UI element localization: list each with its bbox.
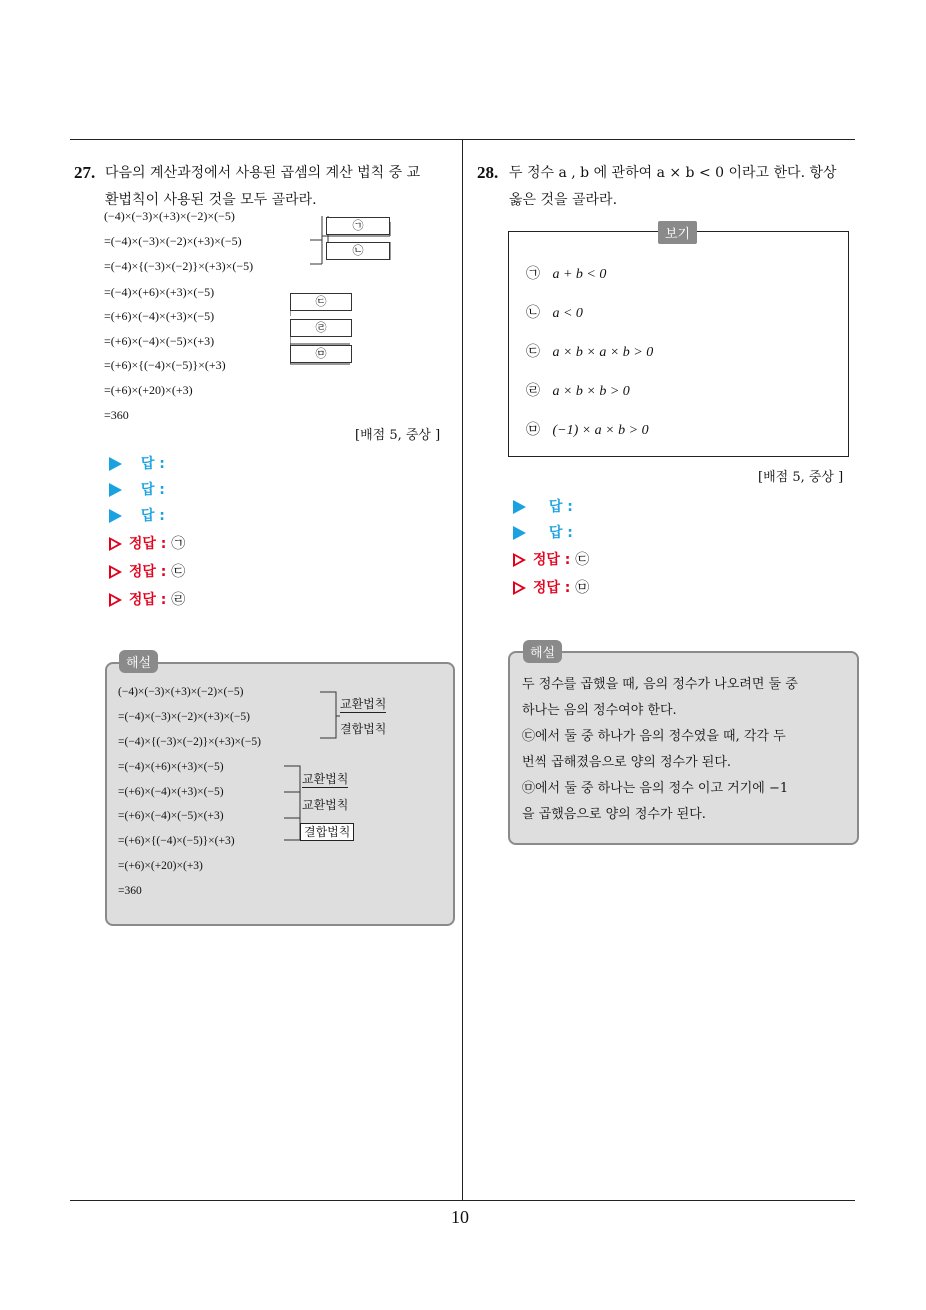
q27-expl-step-0: (−4)×(−3)×(+3)×(−2)×(−5) [118,686,244,698]
q27-law-4: 교환법칙 [302,798,349,812]
q27-step-1: =(−4)×(−3)×(−2)×(+3)×(−5) [104,234,242,248]
correct-label: 정답 : [128,536,167,552]
answer-label: 답 : [140,482,165,498]
label-2: ㉡ [352,244,364,257]
correct-label: 정답 : [532,580,571,596]
q27-correct-row-1 [109,533,185,553]
q28-expl-line-1: 두 정수를 곱했을 때, 음의 정수가 나오려면 둘 중 [522,677,798,692]
q28-expl-line-3: ㉢에서 둘 중 하나가 음의 정수였을 때, 각각 두 [522,729,786,744]
q27-answer-row-2[interactable] [109,479,165,499]
answer-label: 답 : [140,508,165,524]
answer-label: 답 : [140,456,165,472]
q28-explanation-tag: 해설 [523,640,562,663]
play-triangle-icon [513,526,526,540]
q28-option-5 [526,419,649,439]
q27-text-line1: 다음의 계산과정에서 사용된 곱셈의 계산 법칙 중 교 [105,165,421,181]
q27-step-3: =(−4)×(+6)×(+3)×(−5) [104,285,215,299]
q27-expl-step-6: =(+6)×{(−4)×(−5)}×(+3) [118,835,235,847]
q27-law-5: 결합법칙 [300,823,354,841]
q27-blank-4 [290,319,352,337]
q27-blank-3 [290,293,352,311]
option-label: ㉢ [526,344,540,360]
q28-option-3 [526,341,653,361]
answer-label: 답 : [548,525,573,541]
option-label: ㉡ [526,305,540,321]
q27-number: 27. [74,163,96,182]
q28-expl-line-6: 을 곱했음으로 양의 정수가 된다. [522,807,706,822]
q28-answer-row-1[interactable] [513,496,573,516]
q28-expl-line-5: ㉤에서 둘 중 하나는 음의 정수 이고 거기에 −1 [522,781,789,796]
correct-label: 정답 : [532,552,571,568]
q27-step-8: =360 [104,408,129,422]
q27-step-4: =(+6)×(−4)×(+3)×(−5) [104,309,215,323]
correct-label: 정답 : [128,564,167,580]
q27-step-2: =(−4)×{(−3)×(−2)}×(+3)×(−5) [104,259,254,273]
q27-expl-step-4: =(+6)×(−4)×(+3)×(−5) [118,786,224,798]
label-3: ㉢ [315,295,327,308]
q27-score: [배점 5, 중상 ] [355,428,441,443]
q27-step-7: =(+6)×(+20)×(+3) [104,383,193,397]
correct-value: ㉤ [575,580,590,596]
option-label: ㉠ [526,266,540,282]
q28-score: [배점 5, 중상 ] [758,470,844,485]
outline-triangle-icon [513,581,526,595]
q27-expl-step-8: =360 [118,885,142,897]
correct-value: ㉢ [575,552,590,568]
q27-expl-step-2: =(−4)×{(−3)×(−2)}×(+3)×(−5) [118,736,261,748]
q27-expl-step-1: =(−4)×(−3)×(−2)×(+3)×(−5) [118,711,250,723]
option-expr: (−1) × a × b > 0 [552,423,649,438]
q27-step-6: =(+6)×{(−4)×(−5)}×(+3) [104,358,226,372]
q28-number: 28. [477,163,499,182]
column-divider [462,139,463,1201]
q27-expl-step-5: =(+6)×(−4)×(−5)×(+3) [118,810,224,822]
q27-blank-2 [326,242,390,260]
q27-law-3: 교환법칙 [302,772,349,786]
q27-law-1: 교환법칙 [340,697,387,711]
correct-value: ㉠ [171,536,186,552]
q28-option-2 [526,302,583,322]
option-expr: a + b < 0 [552,267,607,282]
option-label: ㉤ [526,422,540,438]
outline-triangle-icon [513,553,526,567]
q28-option-1 [526,263,606,283]
option-expr: a × b × b > 0 [552,384,630,399]
page-number: 10 [451,1207,469,1227]
q27-blank-5 [290,345,352,363]
q27-text-line2: 환법칙이 사용된 것을 모두 골라라. [105,192,317,208]
q27-law-2: 결합법칙 [340,722,387,736]
q27-expl-step-3: =(−4)×(+6)×(+3)×(−5) [118,761,224,773]
label-5: ㉤ [315,347,327,360]
play-triangle-icon [109,509,122,523]
q28-expl-line-4: 번씩 곱해졌음으로 양의 정수가 된다. [522,755,732,770]
q28-bogi-tag: 보기 [658,221,697,244]
option-expr: a < 0 [552,306,583,321]
q27-answer-row-1[interactable] [109,453,165,473]
option-label: ㉣ [526,383,540,399]
answer-label: 답 : [548,499,573,515]
label-1: ㉠ [352,219,364,232]
outline-triangle-icon [109,537,122,551]
label-4: ㉣ [315,321,327,334]
bottom-rule [70,1200,855,1201]
correct-value: ㉣ [171,592,186,608]
play-triangle-icon [513,500,526,514]
q27-explanation-tag: 해설 [119,650,158,673]
outline-triangle-icon [109,593,122,607]
outline-triangle-icon [109,565,122,579]
play-triangle-icon [109,457,122,471]
q28-correct-row-2 [513,577,589,597]
q27-step-0: (−4)×(−3)×(+3)×(−2)×(−5) [104,209,235,223]
q28-option-4 [526,380,630,400]
q27-expl-step-7: =(+6)×(+20)×(+3) [118,860,203,872]
q28-expl-line-2: 하나는 음의 정수여야 한다. [522,703,677,718]
correct-value: ㉢ [171,564,186,580]
play-triangle-icon [109,483,122,497]
q27-blank-1 [326,217,390,235]
q28-text-line1: 두 정수 a , b 에 관하여 a × b < 0 이라고 한다. 항상 [509,165,837,181]
q28-correct-row-1 [513,549,589,569]
q28-answer-row-2[interactable] [513,522,573,542]
q27-correct-row-2 [109,561,185,581]
q27-step-5: =(+6)×(−4)×(−5)×(+3) [104,334,215,348]
correct-label: 정답 : [128,592,167,608]
q27-correct-row-3 [109,589,185,609]
option-expr: a × b × a × b > 0 [552,345,654,360]
q27-answer-row-3[interactable] [109,505,165,525]
q28-text-line2: 옳은 것을 골라라. [509,192,618,208]
